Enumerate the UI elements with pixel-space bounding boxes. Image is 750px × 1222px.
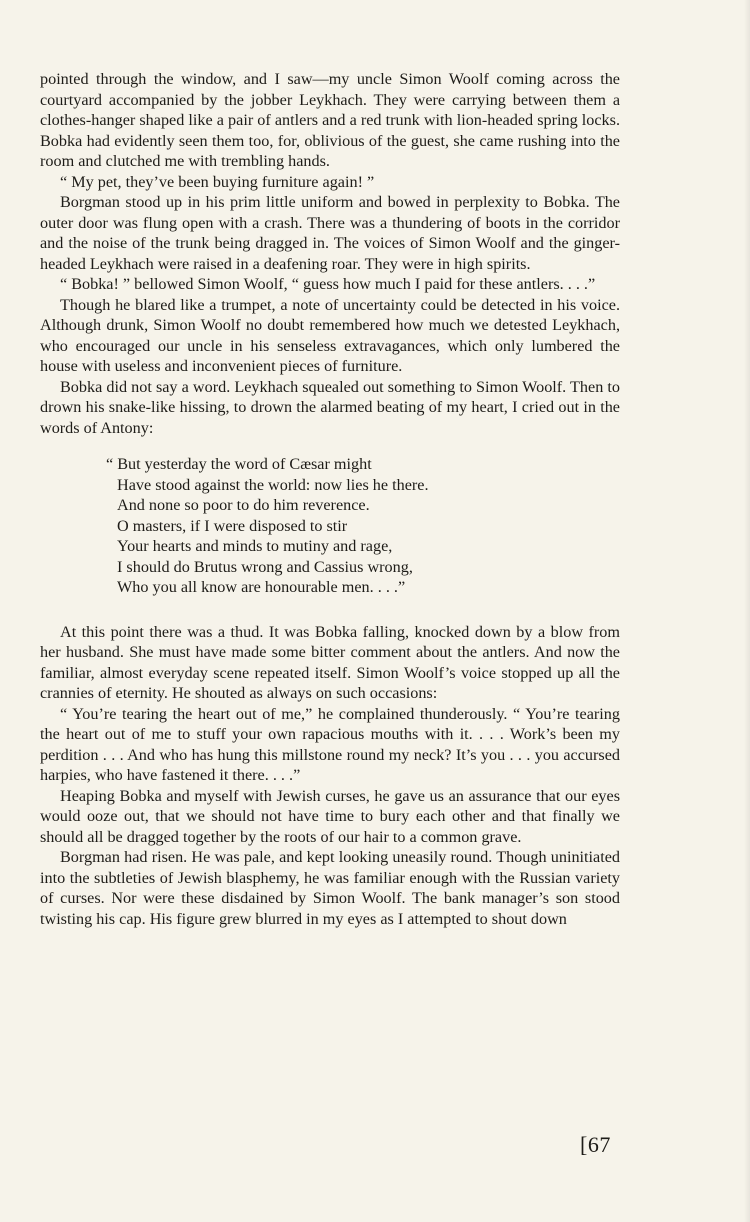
verse-quotation — [106, 454, 620, 598]
paragraph: Borgman had risen. He was pale, and kept looking uneasily round. Though uninitiated into the subtleties of Jewish blasphemy, he was familiar enough with the Russian variety of curses. Nor were these disdained by Simon Woolf. The bank manager’s son stood twisting his cap. His figure grew blurred in my eyes as I attempted to shout down — [40, 848, 620, 928]
verse-line: Have stood against the world: now lies he there. — [117, 475, 429, 494]
page-number: [67 — [580, 1132, 611, 1157]
paragraph: pointed through the window, and I saw—my uncle Simon Woolf coming across the courtyard accompanied by the jobber Leykhach. They were carrying between them a clothes-hanger shaped like a pair of antlers and a red trunk with lion-headed spring locks. Bobka had evidently seen them too, for, oblivious of the guest, she came rushing into the room and clutched me with trembling hands. — [40, 70, 620, 170]
paragraph: “ Bobka! ” bellowed Simon Woolf, “ guess how much I paid for these antlers. . . .” — [60, 275, 596, 293]
paragraph: Bobka did not say a word. Leykhach squealed out something to Simon Woolf. Then to drown his snake-like hissing, to drown the alarmed beating of my heart, I cried out in the words of Antony: — [40, 377, 620, 437]
paragraph: Though he blared like a trumpet, a note of uncertainty could be detected in his voice. Although drunk, Simon Woolf no doubt remembered how much we detested Leykhach, who encouraged our uncle in his senseless extravagances, which only lumbered the house with useless and inconvenient pieces of furniture. — [40, 295, 620, 375]
paragraph: At this point there was a thud. It was Bobka falling, knocked down by a blow from her husband. She must have made some bitter comment about the antlers. And now the familiar, almost everyday scene repeated itself. Simon Woolf’s voice stopped up all the crannies of eternity. He shouted as always on such occasions: — [40, 622, 620, 702]
verse-line: “ But yesterday the word of Cæsar might — [106, 455, 372, 473]
paragraph: “ You’re tearing the heart out of me,” he complained thunderously. “ You’re tearing the heart out of me to stuff your own rapacious mouths with it. . . . Work’s been my perdition . . . And who has hung this millstone round my neck? It’s you . . . you accursed harpies, who have fastened it there. . . .” — [40, 704, 620, 784]
verse-line: I should do Brutus wrong and Cassius wrong, — [117, 557, 413, 576]
verse-line: O masters, if I were disposed to stir — [117, 516, 348, 535]
page-body — [40, 69, 620, 929]
verse-line: Your hearts and minds to mutiny and rage, — [117, 537, 393, 555]
paragraph: Borgman stood up in his prim little uniform and bowed in perplexity to Bobka. The outer door was flung open with a crash. There was a thundering of boots in the corridor and the noise of the trunk being dragged in. The voices of Simon Woolf and the ginger-headed Leykhach were raised in a deafening roar. They were in high spirits. — [40, 193, 620, 273]
verse-line: Who you all know are honourable men. . . .” — [117, 578, 406, 596]
page-edge-shadow — [744, 0, 750, 1222]
paragraph: “ My pet, they’ve been buying furniture again! ” — [60, 172, 375, 191]
verse-line: And none so poor to do him reverence. — [117, 496, 370, 514]
paragraph: Heaping Bobka and myself with Jewish curses, he gave us an assurance that our eyes would ooze out, that we should not have time to bury each other and that finally we should all be dragged together by the roots of our hair to a common grave. — [40, 786, 620, 846]
